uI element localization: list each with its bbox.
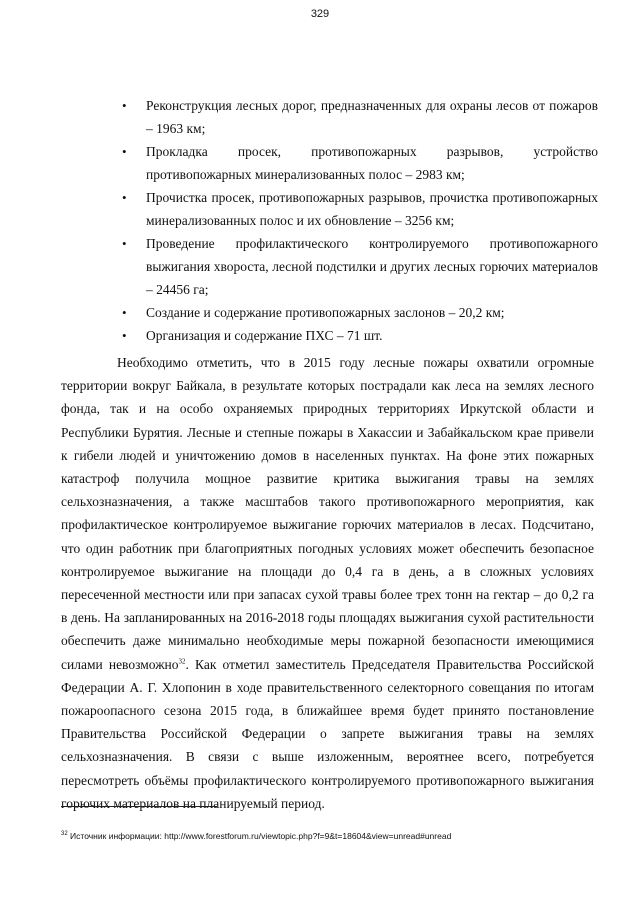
footnote [61,830,621,842]
footnote-divider [61,806,217,807]
bullet-icon: • [122,98,127,113]
list-item [120,186,598,232]
list-item [120,140,598,186]
list-item-text: Проведение профилактического контролируемого противопожарного выжигания хворостa, лесной подстилки и других лесных горючих материалов – 24456 га; [146,236,598,297]
footnote-text: Источник информации: http://www.forestforum.ru/viewtopic.php?f=9&t=18604&view=unread#unread [67,831,452,841]
list-item-text: Реконструкция лесных дорог, предназначенных для охраны лесов от пожаров – 1963 км; [146,98,598,136]
list-item-text: Прочистка просек, противопожарных разрывов, прочистка противопожарных минерализованных полос и их обновление – 3256 км; [146,190,598,228]
page-number: 329 [310,8,330,20]
footnote-reference[interactable]: 32 [178,657,186,666]
body-paragraph [61,351,594,815]
paragraph-text-part-2: . Как отметил заместитель Председателя Правительства Российской Федерации А. Г. Хлопонин в ходе правительственного селекторного совещания по итогам пожароопасного сезона 2015 года, в ближайшее время будет принято постановление Правительства Российской Федерации о запрете выжигания травы на землях сельхозназначения. В связи с выше изложенным, вероятнее всего, потребуется пересмотреть объёмы профилактического контролируемого противопожарного выжигания горючих материалов на планируемый период. [61,656,594,811]
bullet-icon: • [122,328,127,343]
bullet-icon: • [122,144,127,159]
list-item [120,301,598,324]
footnote-number: 32 [61,831,68,838]
list-item [120,324,598,347]
list-item [120,232,598,301]
bullet-list [120,94,598,347]
bullet-icon: • [122,190,127,205]
paragraph-text-part-1: Необходимо отметить, что в 2015 году лесные пожары охватили огромные территории вокруг Байкала, в результате которых пострадали как леса на землях лесного фонда, так и на особо охраняемых природных территориях Иркутской области и Республики Бурятия. Лесные и степные пожары в Хакассии и Забайкальском крае привели к гибели людей и уничтожению домов в населенных пунктах. На фоне этих пожарных катастроф получила мощное развитие критика выжигания травы на землях сельхозназначения, а также масштабов такого противопожарного мероприятия, как профилактическое контролируемое выжигание горючих материалов в лесах. Подсчитано, что один работник при благоприятных погодных условиях может обеспечить безопасное контролируемое выжигание на площади до 0,4 га в день, а в сложных условиях пересеченной местности или при запасах сухой травы более трех тонн на гектар – до 0,2 га в день. На запланированных на 2016-2018 годы площадях выжигания сухой растительности обеспечить даже минимально необходимые меры пожарной безопасности имеющимися силами невозможно [61,355,594,672]
list-item-text: Создание и содержание противопожарных заслонов – 20,2 км; [146,305,505,320]
list-item-text: Прокладка просек, противопожарных разрывов, устройство противопожарных минерализованных полос – 2983 км; [146,144,598,182]
bullet-icon: • [122,236,127,251]
list-item [120,94,598,140]
list-item-text: Организация и содержание ПХС – 71 шт. [146,328,383,343]
bullet-icon: • [122,305,127,320]
